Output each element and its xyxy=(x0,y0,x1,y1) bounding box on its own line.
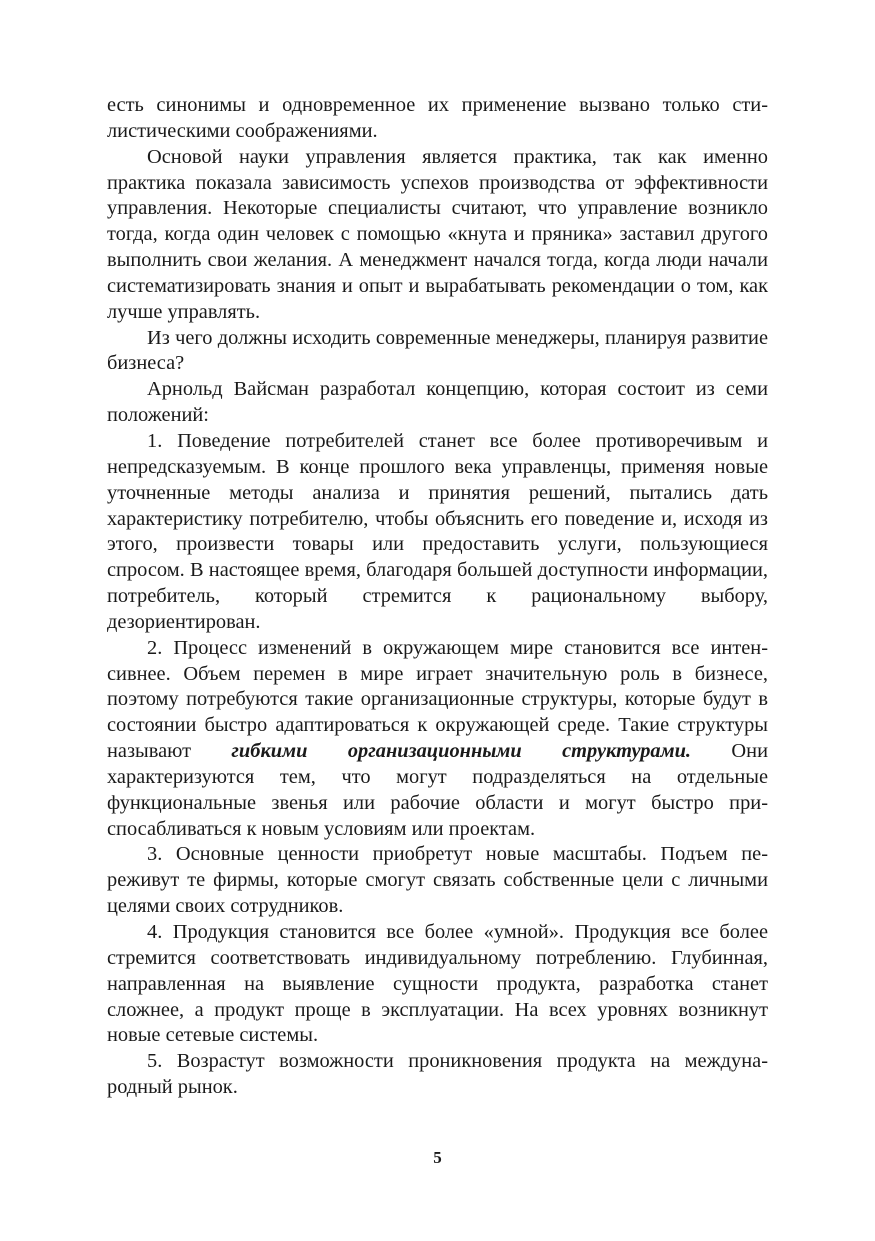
list-item-3: 3. Основные ценности приобретут новые масштабы. Подъем переживут те фирмы, которые смогут связать собственные цели с личными целями своих сотрудников. xyxy=(107,843,768,918)
list-item-2-text-after: Они характеризуются тем, что могут подразделяться на отдельные функциональные звенья или рабочие области и могут быстро приспосабливаться к новым условиям или проектам. xyxy=(107,740,768,840)
paragraph-concept-intro: Арнольд Вайсман разработал концепцию, которая состоит из семи положений: xyxy=(107,378,768,427)
paragraph-practice: Основой науки управления является практика, так как именно практика показала зависимость успехов производства от эффективности управления. Некоторые специалисты считают, что управление возникло тогда, когда один человек с помощью «кнута и пряника» заставил другого выполнить свои желания. А менеджмент начался тогда, когда люди начали систематизировать знания и опыт и вырабатывать рекомендации о том, как лучше управлять. xyxy=(107,145,768,323)
list-item-2 xyxy=(107,636,768,843)
list-item-2-text-before: 2. Процесс изменений в окружающем мире становится все интенсивнее. Объем перемен в мире играет значительную роль в бизнесе, поэтому потребуются такие организационные структуры, которые будут в состоянии быстро адаптироваться к окружающей среде. Такие структуры называют xyxy=(107,636,768,763)
emphasis-term: гибкими организационными структурами. xyxy=(231,740,692,763)
paragraph-continuation: есть синонимы и одновременное их применение вызвано только стилистическими соображениями. xyxy=(107,94,768,142)
page-body xyxy=(107,93,768,1101)
page-number: 5 xyxy=(433,1148,442,1167)
list-item-4: 4. Продукция становится все более «умной». Продукция все более стремится соответствовать индивидуальному потреблению. Глубинная, направленная на выявление сущности продукта, разработка станет сложнее, а продукт проще в эксплуатации. На всех уровнях возникнут новые сетевые системы. xyxy=(107,921,768,1047)
paragraph-question: Из чего должны исходить современные менеджеры, планируя развитие бизнеса? xyxy=(107,326,768,375)
list-item-5: 5. Возрастут возможности проникновения продукта на международный рынок. xyxy=(107,1050,768,1099)
list-item-1: 1. Поведение потребителей станет все более противоречивым и непредсказуемым. В конце прошлого века управленцы, применяя новые уточненные методы анализа и принятия решений, пытались дать характеристику потребителю, чтобы объяснить его поведение и, исходя из этого, произвести товары или предоставить услуги, пользующиеся спросом. В настоящее время, благодаря большей доступности информации, потребитель, который стремится к рациональному выбору, дезориентирован. xyxy=(107,429,768,633)
